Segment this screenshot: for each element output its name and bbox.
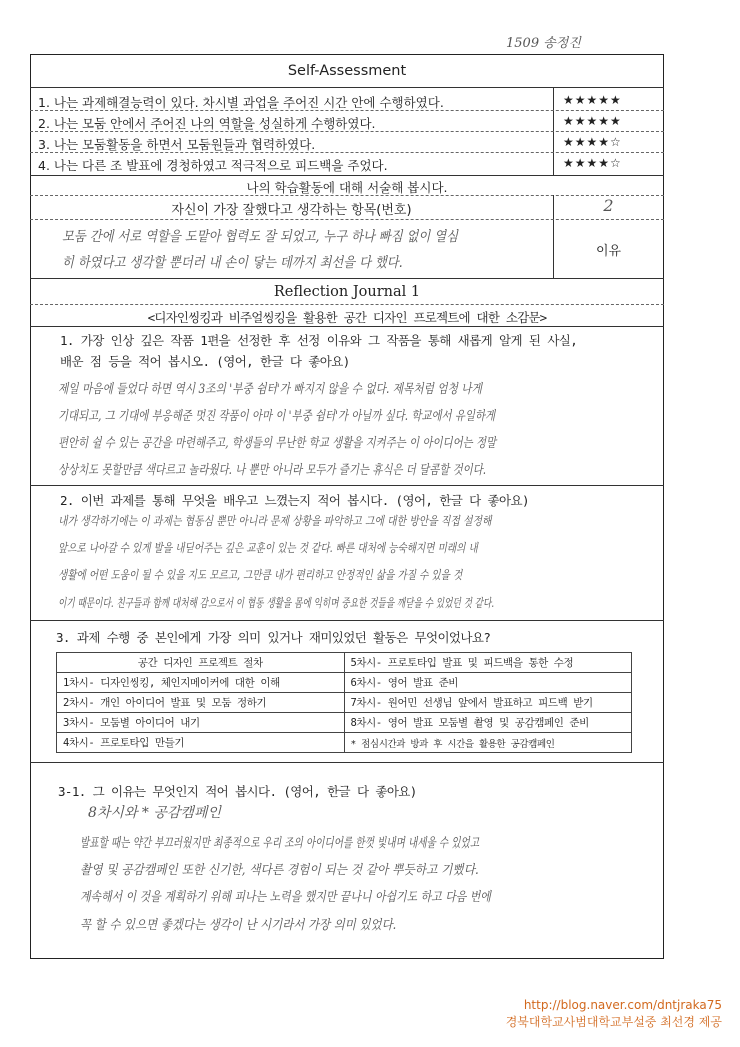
process-step-8: 8차시- 영어 발표 모둠별 촬영 및 공감캠페인 준비 (344, 713, 632, 733)
process-campaign: * 점심시간과 방과 후 시간을 활용한 공감캠페인 (344, 733, 632, 753)
describe-heading: 나의 학습활동에 대해 서술해 봅시다. (246, 180, 448, 195)
best-item-value: 2 (603, 196, 614, 215)
rating-stars-1: ★★★★★ (563, 93, 622, 107)
q31-question: 3-1. 그 이유는 무엇인지 적어 봅시다. (영어, 한글 다 좋아요) (58, 784, 417, 799)
q31-answer-title: 8차시와 * 공감캠페인 (88, 805, 221, 821)
q1-answer-line-4: 상상치도 못할만큼 색다르고 놀라웠다. 나 뿐만 아니라 모두가 즐기는 휴식은 더 달콤할 것이다. (58, 463, 487, 478)
divider (30, 485, 664, 486)
process-step-7: 7차시- 원어민 선생님 앞에서 발표하고 피드백 받기 (344, 693, 632, 713)
reason-line-2: 히 하였다고 생각할 뿐더러 내 손이 닿는 데까지 최선을 다 했다. (62, 255, 403, 271)
q31-answer-line-4: 꼭 할 수 있으면 좋겠다는 생각이 난 시기라서 가장 의미 있었다. (80, 918, 397, 933)
process-table (56, 652, 632, 753)
q2-answer-line-2: 앞으로 나아갈 수 있게 발을 내딛어주는 깊은 교훈이 있는 것 같다. 빠른 대처에 능숙해지면 미래의 내 (58, 541, 478, 555)
footer-credit: 경북대학교사범대학교부설중 최선경 제공 (505, 1015, 722, 1029)
assessment-item-1: 1. 나는 과제해결능력이 있다. 차시별 과업을 주어진 시간 안에 수행하였다. (38, 95, 444, 110)
divider (30, 175, 664, 176)
reason-label: 이유 (595, 244, 622, 259)
q2-answer-line-3: 생활에 어떤 도움이 될 수 있을 지도 모르고, 그만큼 내가 편리하고 안정적인 삶을 가질 수 있을 것 (58, 568, 463, 582)
rating-stars-3: ★★★★☆ (563, 135, 622, 149)
q1-question-line-1: 1. 가장 인상 깊은 작품 1편을 선정한 후 선정 이유와 그 작품을 통해 새롭게 알게 된 사실, (60, 333, 578, 348)
process-step-1: 1차시- 디자인씽킹, 체인지메이커에 대한 이해 (57, 673, 345, 693)
q31-answer-line-3: 계속해서 이 것을 계획하기 위해 피나는 노력을 했지만 끝나니 아쉽기도 하고 다음 번에 (80, 890, 491, 905)
best-item-label: 자신이 가장 잘했다고 생각하는 항목(번호) (171, 203, 412, 218)
rating-stars-2: ★★★★★ (563, 114, 622, 128)
process-step-4: 4차시- 프로토타입 만들기 (57, 733, 345, 753)
reason-line-1: 모둠 간에 서로 역할을 도맡아 협력도 잘 되었고, 누구 하나 빠짐 없이 열심 (62, 229, 459, 245)
q1-answer-line-1: 제일 마음에 들었다 하면 역시 3조의 '부중 쉼터'가 빠지지 않을 수 없다. 제목처럼 엄청 나게 (58, 382, 482, 397)
process-step-2: 2차시- 개인 아이디어 발표 및 모둠 정하기 (57, 693, 345, 713)
q2-answer-line-1: 내가 생각하기에는 이 과제는 협동심 뿐만 아니라 문제 상황을 파악하고 그에 대한 방안을 직접 설정해 (58, 514, 492, 528)
divider (30, 278, 664, 279)
divider (30, 219, 664, 220)
divider (30, 152, 664, 153)
divider (30, 87, 664, 88)
q31-answer-line-2: 촬영 및 공감캠페인 또한 신기한, 색다른 경험이 되는 것 같아 뿌듯하고 기뻤다. (80, 863, 479, 878)
q31-answer-line-1: 발표할 때는 약간 부끄러웠지만 최종적으로 우리 조의 아이디어를 한껏 빛내며 내세울 수 있었고 (80, 836, 480, 851)
divider (30, 131, 664, 132)
process-table-header: 공간 디자인 프로젝트 절차 (57, 653, 345, 673)
process-step-6: 6차시- 영어 발표 준비 (344, 673, 632, 693)
reflection-title: Reflection Journal 1 (273, 284, 421, 300)
divider (30, 110, 664, 111)
assessment-item-4: 4. 나는 다른 조 발표에 경청하였고 적극적으로 피드백을 주었다. (38, 158, 388, 173)
assessment-item-3: 3. 나는 모둠활동을 하면서 모둠원들과 협력하였다. (38, 137, 316, 152)
student-id: 1509 송정진 (506, 36, 581, 51)
divider (30, 304, 664, 305)
q1-answer-line-3: 편안히 쉴 수 있는 공간을 마련해주고, 학생들의 무난한 학교 생활을 지켜주는 이 아이디어는 정말 (58, 436, 497, 451)
q2-answer-line-4: 이기 때문이다. 친구들과 함께 대처해 감으로서 이 협동 생활을 몸에 익히며 중요한 것들을 깨닫을 수 있었던 것 같다. (58, 596, 495, 610)
divider (30, 620, 664, 621)
rating-stars-4: ★★★★☆ (563, 156, 622, 170)
footer-url[interactable]: http://blog.naver.com/dntjraka75 (523, 998, 722, 1012)
q2-question: 2. 이번 과제를 통해 무엇을 배우고 느꼈는지 적어 봅시다. (영어, 한글 다 좋아요) (60, 493, 529, 508)
q1-answer-line-2: 기대되고, 그 기대에 부응해준 멋진 작품이 아마 이 '부중 쉼터'가 아닐까 싶다. 학교에서 유일하게 (58, 409, 496, 424)
assessment-item-2: 2. 나는 모둠 안에서 주어진 나의 역할을 성실하게 수행하였다. (38, 116, 376, 131)
process-step-5: 5차시- 프로토타입 발표 및 피드백을 통한 수정 (344, 653, 632, 673)
divider (30, 762, 664, 763)
reflection-subtitle: <디자인씽킹과 비주얼씽킹을 활용한 공간 디자인 프로젝트에 대한 소감문> (147, 310, 547, 325)
q3-question: 3. 과제 수행 중 본인에게 가장 의미 있거나 재미있었던 활동은 무엇이었나요? (56, 630, 491, 645)
self-assessment-title: Self-Assessment (287, 63, 407, 79)
q1-question-line-2: 배운 점 등을 적어 봅시오. (영어, 한글 다 좋아요) (60, 354, 350, 369)
divider (30, 326, 664, 327)
process-step-3: 3차시- 모둠별 아이디어 내기 (57, 713, 345, 733)
